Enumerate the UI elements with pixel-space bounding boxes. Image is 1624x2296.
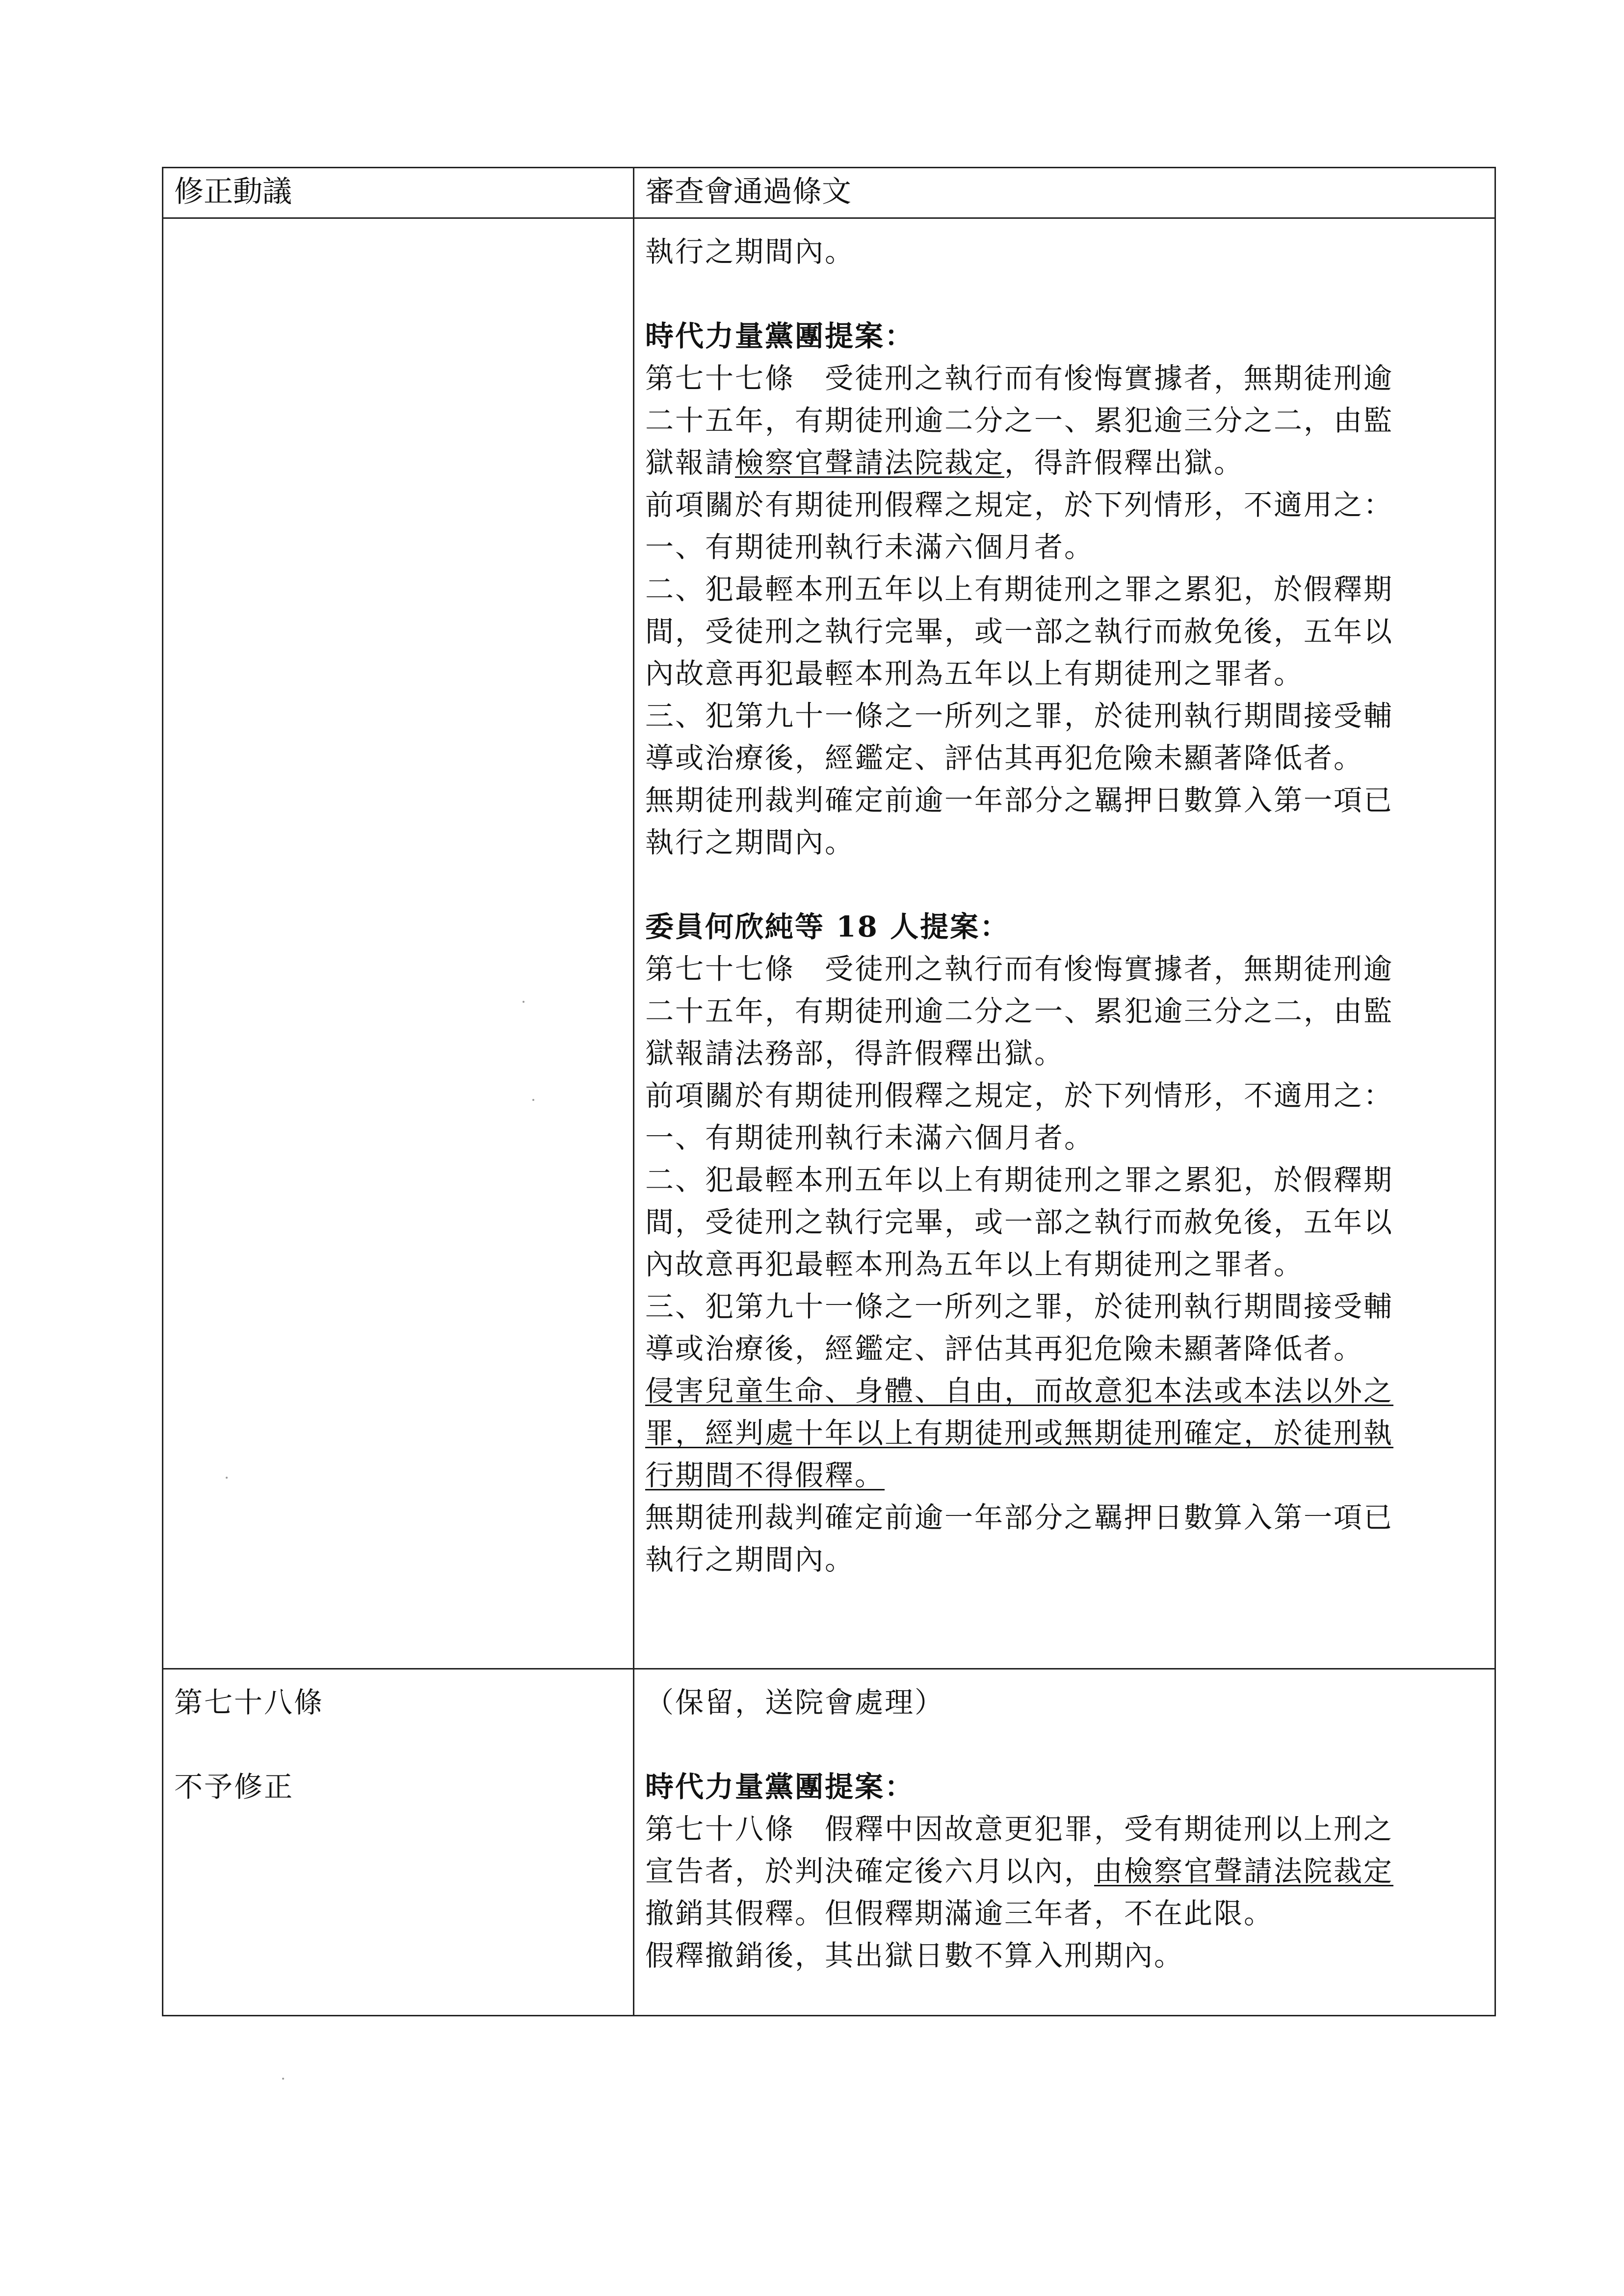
document-page xyxy=(162,167,1494,2016)
text-span: 假釋撤銷後，其出獄日數不算入刑期內。 xyxy=(645,1939,1184,1972)
text-line xyxy=(645,652,1490,695)
blank-line xyxy=(645,863,1490,906)
text-line xyxy=(645,1117,1490,1159)
text-span: 獄報請法務部，得許假釋出獄。 xyxy=(645,1037,1065,1070)
text-span: 第七十七條 受徒刑之執行而有悛悔實據者，無期徒刑逾 xyxy=(645,362,1394,395)
text-span: 第七十八條 假釋中因故意更犯罪，受有期徒刑以上刑之 xyxy=(645,1812,1394,1846)
text-line xyxy=(645,1539,1490,1581)
text-line xyxy=(645,526,1490,568)
text-span: 宣告者，於判決確定後六月以內， xyxy=(645,1854,1095,1888)
text-span: 第七十八條 xyxy=(174,1686,324,1719)
text-span: 三、犯第九十一條之一所列之罪，於徒刑執行期間接受輔 xyxy=(645,699,1394,732)
text-span: 間，受徒刑之執行完畢，或一部之執行而赦免後，五年以 xyxy=(645,1205,1394,1239)
text-line xyxy=(645,1159,1490,1201)
text-span: 執行之期間內。 xyxy=(645,826,855,859)
text-line xyxy=(174,1766,628,1808)
scan-speck xyxy=(523,1001,524,1003)
row1-left-cell xyxy=(163,218,634,1669)
table-row xyxy=(163,218,1495,1669)
text-span: 導或治療後，經鑑定、評估其再犯危險未顯著降低者。 xyxy=(645,741,1364,775)
text-span: 前項關於有期徒刑假釋之規定，於下列情形，不適用之： xyxy=(645,1079,1394,1112)
proposal-heading xyxy=(645,315,1490,357)
text-span: 委員何欣純等 18 人提案： xyxy=(645,910,1010,943)
text-line xyxy=(645,1074,1490,1117)
text-line xyxy=(645,357,1490,399)
proposal-heading xyxy=(645,906,1490,948)
text-span: 執行之期間內。 xyxy=(645,1543,855,1576)
text-span: 內故意再犯最輕本刑為五年以上有期徒刑之罪者。 xyxy=(645,657,1304,690)
text-line xyxy=(645,948,1490,990)
row2-right-cell xyxy=(634,1669,1495,2016)
text-span: 撤銷其假釋。但假釋期滿逾三年者，不在此限。 xyxy=(645,1897,1274,1930)
underlined-text: 罪，經判處十年以上有期徒刑或無期徒刑確定，於徒刑執 xyxy=(645,1416,1394,1450)
text-line xyxy=(645,821,1490,863)
text-line xyxy=(645,1032,1490,1074)
text-line xyxy=(645,1243,1490,1285)
text-span: 二十五年，有期徒刑逾二分之一、累犯逾三分之二，由監 xyxy=(645,994,1394,1028)
text-span: 第七十七條 受徒刑之執行而有悛悔實據者，無期徒刑逾 xyxy=(645,952,1394,986)
text-line xyxy=(645,399,1490,442)
proposal-heading xyxy=(645,1766,1490,1808)
scan-speck xyxy=(532,1099,534,1101)
underlined-text: 侵害兒童生命、身體、自由，而故意犯本法或本法以外之 xyxy=(645,1374,1394,1408)
text-span: 時代力量黨團提案： xyxy=(645,1770,915,1803)
text-line xyxy=(645,442,1490,484)
scan-speck xyxy=(282,2078,284,2080)
header-amendment-motion: 修正動議 xyxy=(163,168,634,218)
text-span: ，得許假釋出獄。 xyxy=(1004,446,1244,479)
text-span: 二、犯最輕本刑五年以上有期徒刑之罪之累犯，於假釋期 xyxy=(645,573,1394,606)
row2-left-cell xyxy=(163,1669,634,2016)
table-row xyxy=(163,1669,1495,2016)
table-header-row xyxy=(163,168,1495,218)
text-line xyxy=(645,779,1490,821)
text-line xyxy=(645,1892,1490,1934)
underlined-text: 由檢察官聲請法院裁定 xyxy=(1094,1854,1394,1888)
blank-line xyxy=(645,273,1490,315)
text-span: 一、有期徒刑執行未滿六個月者。 xyxy=(645,1121,1095,1154)
text-line xyxy=(645,1496,1490,1539)
text-span: 獄報請 xyxy=(645,446,735,479)
text-line xyxy=(645,610,1490,652)
text-line xyxy=(645,1850,1490,1892)
text-span: 間，受徒刑之執行完畢，或一部之執行而赦免後，五年以 xyxy=(645,615,1394,648)
text-span: 二十五年，有期徒刑逾二分之一、累犯逾三分之二，由監 xyxy=(645,404,1394,437)
text-line xyxy=(645,1412,1490,1454)
text-line xyxy=(645,1328,1490,1370)
underlined-text: 行期間不得假釋。 xyxy=(645,1459,885,1492)
text-line xyxy=(645,568,1490,610)
amendment-table xyxy=(162,167,1496,2016)
header-committee-passed-text: 審查會通過條文 xyxy=(634,168,1495,218)
text-span: 內故意再犯最輕本刑為五年以上有期徒刑之罪者。 xyxy=(645,1248,1304,1281)
row1-right-cell xyxy=(634,218,1495,1669)
text-span: 無期徒刑裁判確定前逾一年部分之羈押日數算入第一項已 xyxy=(645,783,1394,817)
text-line xyxy=(645,484,1490,526)
text-span: 前項關於有期徒刑假釋之規定，於下列情形，不適用之： xyxy=(645,488,1394,522)
text-span: 不予修正 xyxy=(174,1770,294,1803)
text-span: 三、犯第九十一條之一所列之罪，於徒刑執行期間接受輔 xyxy=(645,1290,1394,1323)
text-span: （保留，送院會處理） xyxy=(645,1686,945,1719)
text-line xyxy=(645,1454,1490,1496)
text-line xyxy=(645,737,1490,779)
text-span: 執行之期間內。 xyxy=(645,235,855,268)
text-line xyxy=(645,1201,1490,1243)
text-line xyxy=(645,1808,1490,1850)
text-line xyxy=(174,1681,628,1723)
scan-speck xyxy=(226,1477,228,1479)
text-line xyxy=(645,990,1490,1032)
text-span: 無期徒刑裁判確定前逾一年部分之羈押日數算入第一項已 xyxy=(645,1501,1394,1534)
underlined-text: 檢察官聲請法院裁定 xyxy=(735,446,1005,479)
text-line xyxy=(645,231,1490,273)
blank-line xyxy=(174,1723,628,1766)
text-span: 導或治療後，經鑑定、評估其再犯危險未顯著降低者。 xyxy=(645,1332,1364,1365)
text-line xyxy=(645,1681,1490,1723)
blank-line xyxy=(645,1723,1490,1766)
text-line xyxy=(645,1370,1490,1412)
text-span: 二、犯最輕本刑五年以上有期徒刑之罪之累犯，於假釋期 xyxy=(645,1163,1394,1197)
text-span: 一、有期徒刑執行未滿六個月者。 xyxy=(645,530,1095,564)
text-span: 時代力量黨團提案： xyxy=(645,319,915,353)
text-line xyxy=(645,1285,1490,1328)
text-line xyxy=(645,695,1490,737)
text-line xyxy=(645,1934,1490,1977)
